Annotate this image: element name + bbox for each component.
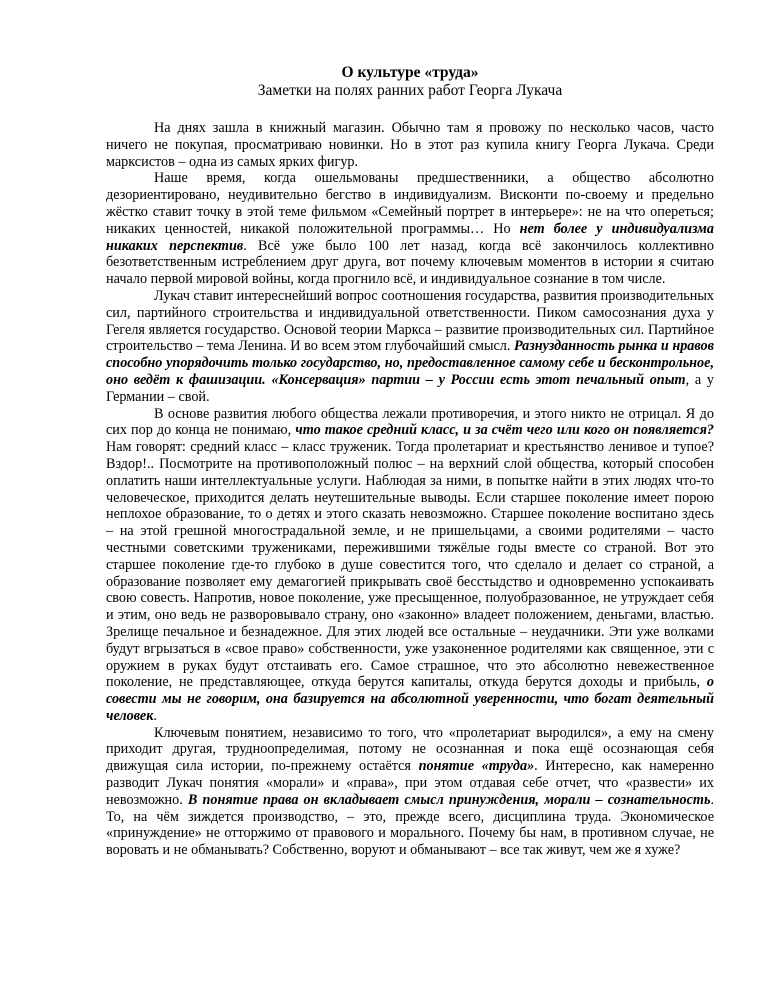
- emphasis-text: о совести мы не говорим, она базируется на абсолютной уверенности, что богат деятельный человек: [106, 674, 714, 724]
- paragraph-text: , а у Германии – свой.: [106, 371, 714, 405]
- document-title: О культуре «труда»: [341, 64, 479, 81]
- document-subtitle: Заметки на полях ранних работ Георга Лукача: [257, 82, 563, 99]
- emphasis-text: Разнузданность рынка и нравов способно упорядочить только государство, но, предоставленное самому себе и бесконтрольное, оно ведёт к фашизации. «Консервация» партии – у России есть этот печальный опыт: [106, 338, 714, 388]
- paragraph-text: Лукач ставит интереснейший вопрос соотношения государства, развития производительных сил, партийного строительства и индивидуальной ответственности. Пиком самосознания духа у Гегеля является государство. Основой теории Маркса – развитие производительных сил. Партийное строительство – тема Ленина. И во всем этом глубочайший смысл.: [106, 287, 714, 355]
- paragraph-text: Нам говорят: средний класс – класс труженик. Тогда пролетариат и крестьянство ленивое и тупое? Вздор!.. Посмотрите на противоположный полюс – на верхний слой общества, который способен оплатить наши интеллектуальные услуги. Наблюдая за ними, в попытке найти в этих людях что-то человеческое, приходится делать неутешительные выводы. Если старшее поколение имеет порою неплохое образование, то о детях и этого сказать невозможно. Старшее поколение воспитано здесь – на этой грешной многострадальной земле, и не пришельцами, а своими родителями – часто честными советскими тружениками, пережившими тяжёлые годы вместе со страной. Вот это старшее поколение где-то глубоко в душе совестится того, что сделало и делает со страной, а образование позволяет ему демагогией прикрывать своё бесстыдство и одновременно успокаивать свою совесть. Напротив, новое поколение, уже пресыщенное, полуобразованное, не утруждает себя и этим, оно ведь не разворовывало страну, оно «законно» владеет положением, деньгами, властью. Зрелище печальное и безнадежное. Для этих людей все остальные – неудачники. Эти уже волками будут вгрызаться в «свое право» собственности, уже узаконенное родителями как священное, эти с оружием в руках будут отстаивать его. Самое страшное, что это абсолютно невежественное поколение, не представляющее, откуда берутся капиталы, откуда берутся доходы и прибыль,: [106, 439, 714, 691]
- document-page: [106, 64, 714, 859]
- emphasis-text: нет более у индивидуализма никаких перспектив: [106, 220, 714, 254]
- paragraph-5: [106, 725, 714, 859]
- paragraph-text: . Интересно, как намеренно разводит Лукач понятия «морали» и «права», при этом отдавая себе отчет, что «развести» их невозможно.: [106, 758, 714, 808]
- paragraph-2: [106, 170, 714, 288]
- paragraph-text: В основе развития любого общества лежали противоречия, и этого никто не отрицал. Я до сих пор до конца не понимаю,: [106, 405, 714, 439]
- emphasis-text: В понятие права он вкладывает смысл принуждения, морали – сознательность: [187, 791, 711, 808]
- paragraph-3: [106, 288, 714, 406]
- paragraph-text: .: [153, 707, 157, 724]
- emphasis-text: что такое средний класс, и за счёт чего или кого он появляется?: [295, 422, 714, 439]
- paragraph-1: [106, 120, 714, 170]
- paragraph-text: На днях зашла в книжный магазин. Обычно там я провожу по несколько часов, часто ничего не покупая, просматриваю новинки. Но в этот раз купила книгу Георга Лукача. Среди марксистов – одна из самых ярких фигур.: [106, 120, 714, 170]
- paragraph-text: Наше время, когда ошельмованы предшественники, а общество абсолютно дезориентировано, неудивительно бегство в индивидуализм. Висконти по-своему и предельно жёстко ставит точку в этой теме фильмом «Семейный портрет в интерьере»: не на что опереться; никаких ценностей, никакой положительной программы… Но: [106, 170, 714, 237]
- emphasis-text: понятие «труда»: [418, 758, 535, 775]
- paragraph-text: Ключевым понятием, независимо то того, что «пролетариат выродился», а ему на смену приходит другая, трудноопределимая, потому не осознанная и пока ещё осознающая себя движущая сила истории, по-прежнему остаётся: [106, 724, 714, 775]
- paragraph-text: . То, на чём зиждется производство, – это, прежде всего, дисциплина труда. Экономическое «принуждение» не отторжимо от правового и морального. Почему бы нам, в противном случае, не воровать и не обманывать? Собственно, воруют и обманывают – все так живут, чем же я хуже?: [106, 791, 715, 859]
- paragraph-text: . Всё уже было 100 лет назад, когда всё закончилось коллективно безответственным истреблением друг друга, вот почему ключевым моментов в истории я считаю начало первой мировой войны, когда прогнило всё, и индивидуальное сознание в том числе.: [106, 237, 714, 288]
- paragraph-4: [106, 406, 714, 725]
